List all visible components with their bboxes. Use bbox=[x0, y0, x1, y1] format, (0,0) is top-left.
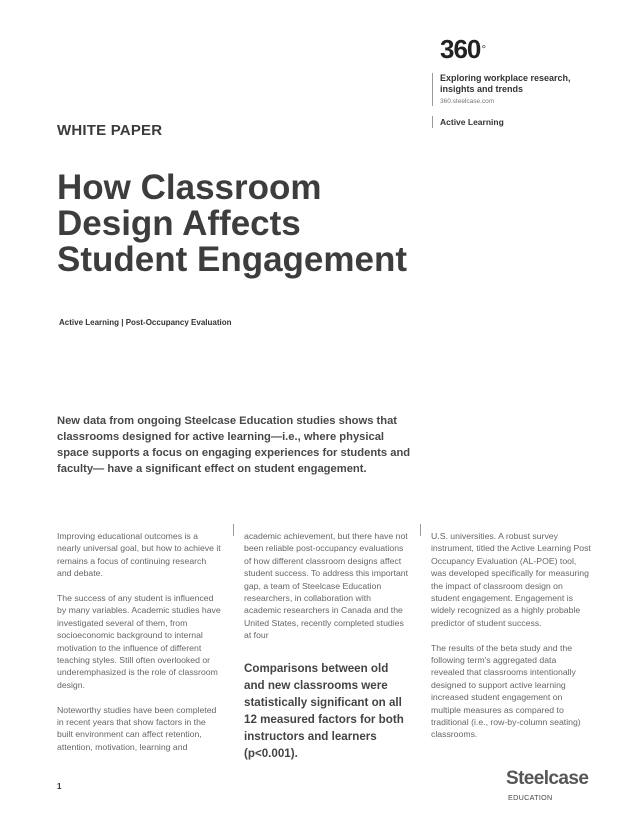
column-divider bbox=[420, 524, 421, 536]
brand-logo-text: 360 bbox=[440, 34, 481, 64]
brand-tagline: Exploring workplace research, insights and trends bbox=[440, 73, 571, 94]
body-paragraph: Noteworthy studies have been completed in recent years that show factors in the built environment can affect retention, attention, motivation, learning and bbox=[57, 704, 217, 752]
brand-url: 360.steelcase.com bbox=[440, 98, 495, 105]
body-paragraph: The results of the beta study and the following term's aggregated data revealed that classrooms intentionally designed to support active learning increased student engagement on multiple measures as compared to traditional (i.e., row-by-column seating) classrooms. bbox=[431, 642, 581, 740]
body-paragraph: The success of any student is influenced by many variables. Academic studies have investigated several of them, from socioeconomic background to internal motivation to the influence of different teaching styles. Still often overlooked or underemphasized is the role of classroom design. bbox=[57, 593, 221, 690]
topic-divider bbox=[432, 116, 433, 128]
page-title: How Classroom Design Affects Student Engagement bbox=[57, 168, 408, 279]
brand-divider bbox=[432, 73, 433, 106]
body-paragraph: Improving educational outcomes is a nearly universal goal, but how to achieve it remains a focus of continuing research and debate. bbox=[57, 531, 221, 579]
brand-logo-mark: ° bbox=[481, 42, 486, 56]
body-column-2 bbox=[244, 530, 409, 654]
pull-quote: Comparisons between old and new classrooms were statistically significant on all 12 measured factors for both instructors and learners (p<0.001). bbox=[244, 662, 404, 760]
column-divider bbox=[233, 524, 234, 536]
brand-logo bbox=[440, 36, 485, 62]
page-number: 1 bbox=[57, 782, 62, 791]
document-type-label: WHITE PAPER bbox=[57, 122, 163, 139]
body-paragraph: U.S. universities. A robust survey instrument, titled the Active Learning Post Occupancy Evaluation (AL-POE) tool, was developed specifically for measuring the impact of classroom design on student engagement. Engagement is widely recognized as a highly probable predictor of student success. bbox=[431, 531, 591, 628]
page-subtitle: Active Learning | Post-Occupancy Evaluation bbox=[59, 318, 232, 327]
brand-topic: Active Learning bbox=[440, 117, 504, 127]
body-column-1 bbox=[57, 530, 222, 766]
steelcase-logo: Steelcase bbox=[506, 768, 589, 789]
steelcase-logo-sub: EDUCATION bbox=[508, 793, 553, 802]
lead-paragraph: New data from ongoing Steelcase Education studies shows that classrooms designed for active learning—i.e., where physical space supports a focus on engaging experiences for students and faculty— have a significant effect on student engagement. bbox=[57, 415, 411, 475]
body-paragraph: academic achievement, but there have not been reliable post-occupancy evaluations of how different classroom designs affect student success. To address this important gap, a team of Steelcase Education researchers, in collaboration with academic researchers in Canada and the United States, recently completed studies at four bbox=[244, 531, 409, 641]
body-column-3 bbox=[431, 530, 591, 753]
